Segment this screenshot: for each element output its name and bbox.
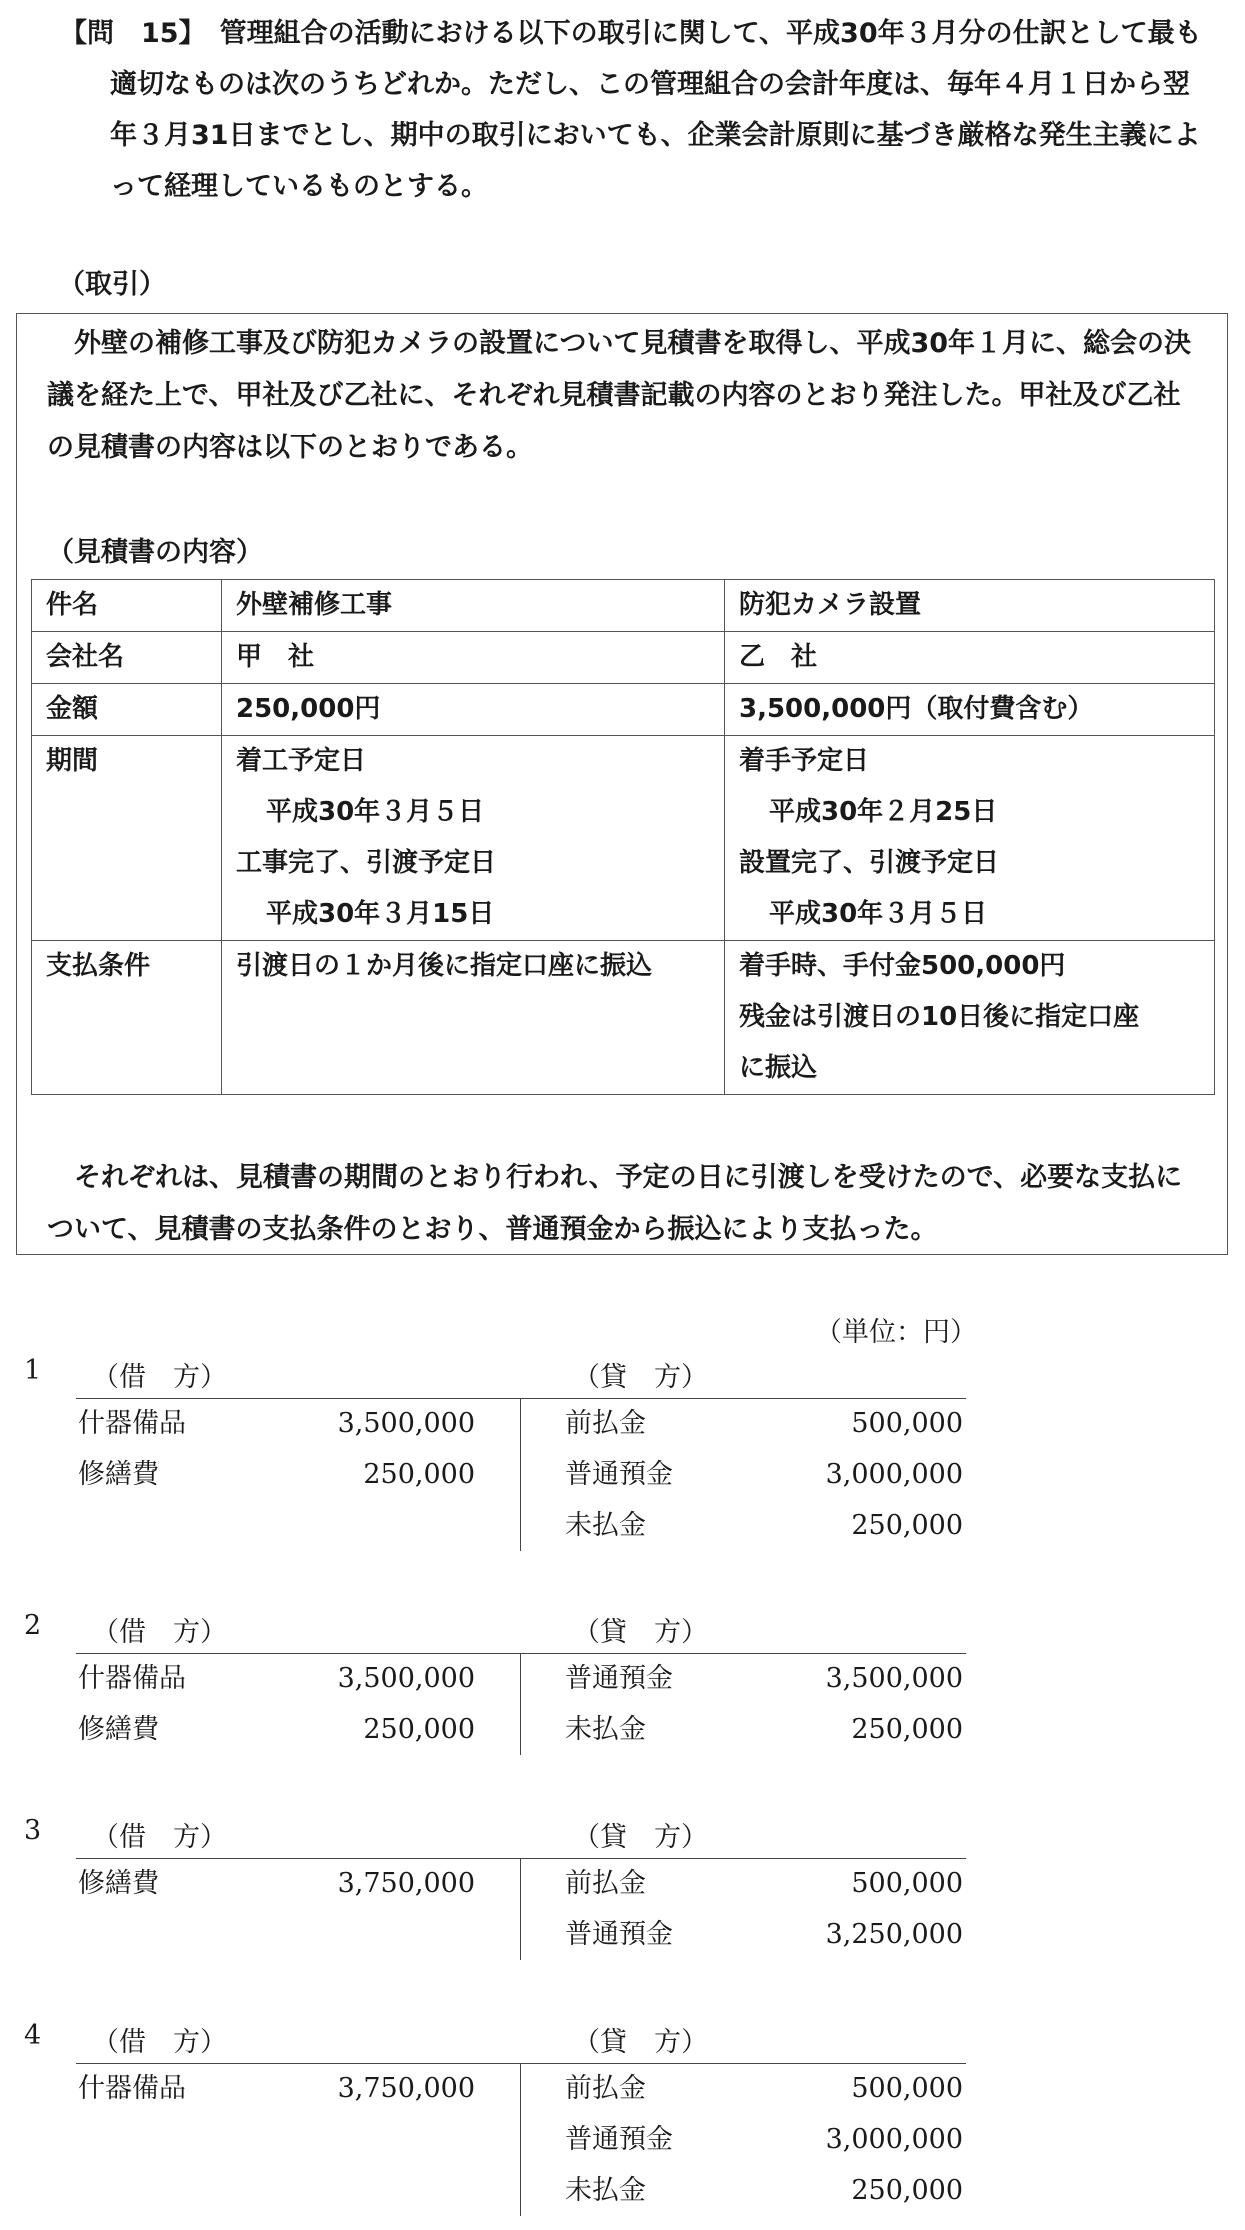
- question-number: 【問 15】: [60, 18, 206, 49]
- credit-account: 普通預金: [565, 1459, 673, 1490]
- row-head: 金額: [32, 684, 222, 736]
- debit-account: 什器備品: [78, 2073, 186, 2104]
- cell-line: 着工予定日: [236, 746, 367, 776]
- row-head: 会社名: [32, 632, 222, 684]
- divider: [520, 1653, 521, 1755]
- credit-amount: 500,000: [851, 1868, 963, 1899]
- credit-amount: 250,000: [851, 2175, 963, 2206]
- debit-account: 修繕費: [78, 1459, 159, 1490]
- debit-header: （借 方）: [92, 1362, 227, 1393]
- table-row: [32, 684, 1215, 736]
- credit-header: （貸 方）: [573, 1362, 708, 1393]
- credit-account: 前払金: [565, 1408, 646, 1439]
- cell-otsu: 3,500,000円（取付費含む）: [725, 684, 1215, 736]
- cell-line: 着手時、手付金500,000円: [739, 951, 1066, 981]
- debit-header: （借 方）: [92, 2027, 227, 2058]
- credit-amount: 3,250,000: [825, 1919, 963, 1950]
- credit-account: 前払金: [565, 1868, 646, 1899]
- credit-account: 前払金: [565, 2073, 646, 2104]
- cell-kou: 甲 社: [222, 632, 725, 684]
- credit-amount: 250,000: [851, 1510, 963, 1541]
- credit-account: 未払金: [565, 1510, 646, 1541]
- debit-header: （借 方）: [92, 1822, 227, 1853]
- credit-amount: 500,000: [851, 2073, 963, 2104]
- table-row: [32, 736, 1215, 941]
- transaction-closing: それぞれは、見積書の期間のとおり行われ、予定の日に引渡しを受けたので、必要な支払について、見積書の支払条件のとおり、普通預金から振込により支払った。: [47, 1162, 1183, 1245]
- cell-kou: [222, 736, 725, 941]
- transaction-intro: 外壁の補修工事及び防犯カメラの設置について見積書を取得し、平成30年１月に、総会の決議を経た上で、甲社及び乙社に、それぞれ見積書記載の内容のとおり発注した。甲社及び乙社の見積書の内容は以下のとおりである。: [47, 328, 1192, 463]
- cell-line: 工事完了、引渡予定日: [236, 848, 497, 878]
- choice-1: [0, 1355, 1000, 1565]
- choice-number: 1: [24, 1355, 42, 1386]
- credit-account: 未払金: [565, 2175, 646, 2206]
- debit-amount: 250,000: [363, 1459, 475, 1490]
- debit-amount: 3,500,000: [337, 1408, 475, 1439]
- row-head: 期間: [32, 736, 222, 941]
- transaction-label: （取引）: [58, 269, 166, 300]
- credit-account: 普通預金: [565, 1919, 673, 1950]
- transaction-box: [16, 313, 1228, 1255]
- cell-kou: [222, 941, 725, 1095]
- row-head: 件名: [32, 580, 222, 632]
- cell-kou: 250,000円: [222, 684, 725, 736]
- credit-amount: 3,500,000: [825, 1663, 963, 1694]
- debit-account: 修繕費: [78, 1714, 159, 1745]
- credit-amount: 500,000: [851, 1408, 963, 1439]
- cell-line: 平成30年３月15日: [266, 899, 495, 929]
- table-row: [32, 632, 1215, 684]
- table-row: [32, 580, 1215, 632]
- table-row: [32, 941, 1215, 1095]
- cell-line: 平成30年３月５日: [769, 899, 988, 929]
- question-text: 管理組合の活動における以下の取引に関して、平成30年３月分の仕訳として最も適切なものは次のうちどれか。ただし、この管理組合の会計年度は、毎年４月１日から翌年３月31日までとし、期中の取引においても、企業会計原則に基づき厳格な発生主義によって経理しているものとする。: [110, 18, 1202, 202]
- cell-line: 残金は引渡日の10日後に指定口座: [739, 1002, 1140, 1032]
- row-head: 支払条件: [32, 941, 222, 1095]
- cell-otsu: 防犯カメラ設置: [725, 580, 1215, 632]
- choice-number: 3: [24, 1815, 42, 1846]
- debit-amount: 250,000: [363, 1714, 475, 1745]
- choice-4: [0, 2020, 1000, 2230]
- debit-account: 修繕費: [78, 1868, 159, 1899]
- credit-header: （貸 方）: [573, 1822, 708, 1853]
- estimate-label: （見積書の内容）: [47, 537, 263, 568]
- unit-label: （単位：円）: [815, 1317, 977, 1348]
- credit-amount: 3,000,000: [825, 2124, 963, 2155]
- cell-line: 平成30年２月25日: [769, 797, 998, 827]
- debit-header: （借 方）: [92, 1617, 227, 1648]
- choice-2: [0, 1610, 1000, 1770]
- choice-number: 2: [24, 1610, 42, 1641]
- cell-line: 平成30年３月５日: [266, 797, 485, 827]
- cell-line: 引渡日の１か月後に指定口座に振込: [236, 951, 653, 981]
- cell-line: 着手予定日: [739, 746, 870, 776]
- cell-otsu: 乙 社: [725, 632, 1215, 684]
- credit-header: （貸 方）: [573, 2027, 708, 2058]
- credit-amount: 250,000: [851, 1714, 963, 1745]
- divider: [520, 2063, 521, 2216]
- cell-kou: 外壁補修工事: [222, 580, 725, 632]
- debit-account: 什器備品: [78, 1408, 186, 1439]
- credit-account: 未払金: [565, 1714, 646, 1745]
- credit-amount: 3,000,000: [825, 1459, 963, 1490]
- estimate-table: [31, 579, 1215, 1095]
- credit-account: 普通預金: [565, 2124, 673, 2155]
- cell-otsu: [725, 941, 1215, 1095]
- debit-amount: 3,750,000: [337, 2073, 475, 2104]
- choice-number: 4: [24, 2020, 42, 2051]
- choice-3: [0, 1815, 1000, 1975]
- debit-amount: 3,500,000: [337, 1663, 475, 1694]
- debit-amount: 3,750,000: [337, 1868, 475, 1899]
- cell-line: 設置完了、引渡予定日: [739, 848, 1000, 878]
- debit-account: 什器備品: [78, 1663, 186, 1694]
- credit-header: （貸 方）: [573, 1617, 708, 1648]
- cell-line: に振込: [739, 1053, 818, 1083]
- divider: [520, 1398, 521, 1551]
- question-block: [60, 8, 1210, 212]
- credit-account: 普通預金: [565, 1663, 673, 1694]
- divider: [520, 1858, 521, 1960]
- cell-otsu: [725, 736, 1215, 941]
